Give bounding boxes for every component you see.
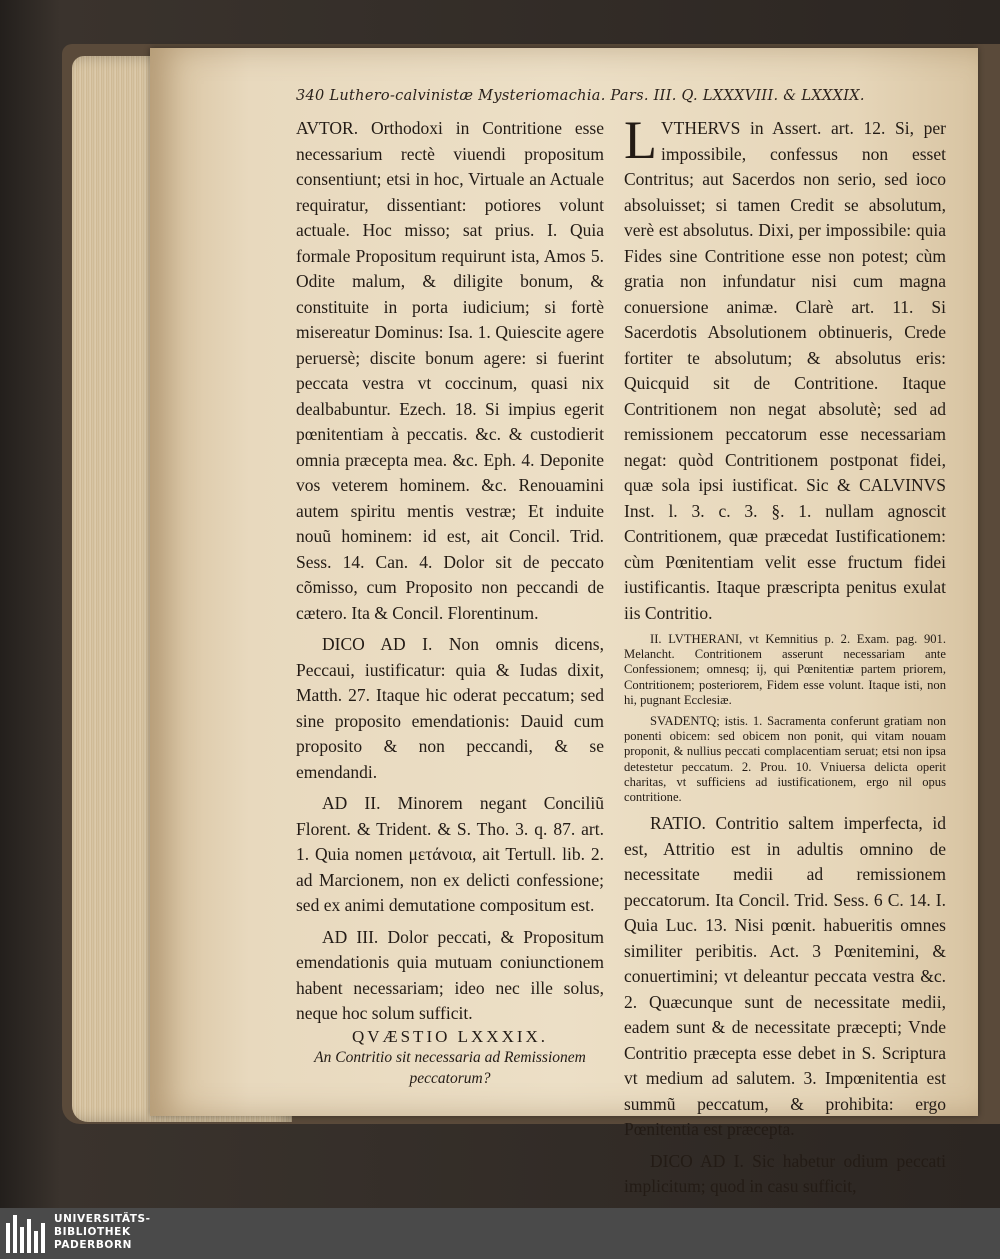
paragraph-lutherus: VTHERVS in Assert. art. 12. Si, per impossibile, confessus non esset Contritus; aut Sacerdos non serio, sed ioco absoluisset; si tamen Credit se absolutum, verè est absolutus. Dixi, per impossibile: quia Fides sine Contritione esse non potest; cùm gratia non infundatur nisi cum magna conuersione animæ. Clarè art. 11. Si Sacerdotis Absolutionem obtinueris, Crede fortiter te absolutum; & absolutus eris: Quicquid sit de Contritione. Itaque Contritionem non negat absolutè; sed ad remissionem peccatorum esse necessariam negat: quòd Contritionem postponat fidei, quæ sola ipsi iustificat. Sic & CALVINVS Inst. l. 3. c. 3. §. 1. nullam agnoscit Contritionem, quæ præcedat Iustificationem: cùm Pœnitentiam velit esse fructum fidei iustificantis. Itaque præscripta penitus exulat iis Contritio. <box>624 118 946 623</box>
paragraph-ad-2: AD II. Minorem negant Conciliũ Florent. & Trident. & S. Tho. 3. q. 87. art. 1. Quia nomen μετάνοια, ait Tertull. lib. 2. ad Marcionem, non ex delicti confessione; sed ex animi demutatione compositum est. <box>296 793 604 915</box>
logo-line-2: BIBLIOTHEK <box>54 1226 131 1238</box>
logo-line-3: PADERBORN <box>54 1239 133 1251</box>
footer-bar <box>0 1208 1000 1259</box>
question-title: QVÆSTIO LXXXIX. <box>351 1026 549 1046</box>
paragraph-autor: AVTOR. Orthodoxi in Contritione esse necessarium rectè viuendi propositum consentiunt; etsi in hoc, Virtuale an Actuale requiratur, dissentiant: potiores volunt actuale. Hoc misso; sat prius. I. Quia formale Propositum requirunt ista, Amos 5. Odite malum, & diligite bonum, & constituite in porta iudicium; si fortè misereatur Dominus: Isa. 1. Quiescite agere peruersè; discite bonum agere: si fuerint peccata vestra vt coccinum, quasi nix dealbabuntur. Ezech. 18. Si impius egerit pœnitentiam à peccatis. &c. & custodierit omnia præcepta mea. &c. Eph. 4. Deponite vos veterem hominem. &c. Renouamini autem spiritu mentis vestræ; Et induite nouũ hominem: id est, ait Concil. Trid. Sess. 14. Can. 4. Dolor sit de peccato cõmisso, cum Proposito non peccandi de cætero. Ita & Concil. Florentinum. <box>296 118 604 623</box>
left-column <box>296 116 604 1089</box>
library-logo-text <box>54 1213 151 1252</box>
question-subtitle: An Contritio sit necessaria ad Remissionem peccatorum? <box>314 1048 586 1087</box>
paragraph-dico-ad-1: DICO AD I. Non omnis dicens, Peccaui, iustificatur: quia & Iudas dixit, Matth. 27. Itaque hic oderat peccatum; sed sine proposito emendationis: Dauid cum proposito & non peccandi, & se emendandi. <box>296 634 604 782</box>
library-logo-icon <box>6 1215 48 1253</box>
note-lutherani: II. LVTHERANI, vt Kemnitius p. 2. Exam. pag. 901. Melancht. Contritionem asserunt necessariam ante Confessionem; omnesq; ij, qui Pœnitentiæ partem priorem, Contritionem; posteriorem, Fidem esse volunt. Itaque isti, non hi, pugnant Ecclesiæ. <box>624 632 946 707</box>
drop-cap: L <box>624 110 657 170</box>
right-column <box>624 110 946 1200</box>
paragraph-ratio: RATIO. Contritio saltem imperfecta, id est, Attritio est in adultis omnino de necessitate medii ad remissionem peccatorum. Ita Concil. Trid. Sess. 6 C. 14. I. Quia Luc. 13. Nisi pœnit. habueritis omnes similiter peribitis. Act. 3 Pœnitemini, & conuertimini; vt deleantur peccata vestra &c. 2. Quæcunque sunt de necessitate medii, eadem sunt & de necessitate præcepti; Vnde Contritio præcepta esse debet in S. Scriptura vt medium ad salutem. 3. Impœnitentia est summũ peccatum, & prohibita: ergo Pœnitentia est præcepta. <box>624 813 946 1140</box>
logo-line-1: UNIVERSITÄTS- <box>54 1213 151 1225</box>
note-suadentq: SVADENTQ; istis. 1. Sacramenta conferunt gratiam non ponenti obicem: sed obicem non ponit, qui vitam nouam proponit, & nullius peccati complacentiam seruat; etsi non ipsa detestetur peccatum. 2. Prou. 10. Vniuersa delicta operit charitas, vt sufficiens ad iustificationem, ergo nil opus contritione. <box>624 714 946 805</box>
paragraph-dico-ad-1-right: DICO AD I. Sic habetur odium peccati implicitum; quod in casu sufficit, <box>624 1150 946 1197</box>
running-head: 340 Luthero-calvinistæ Mysteriomachia. Pars. III. Q. LXXXVIII. & LXXXIX. <box>296 88 865 104</box>
paragraph-ad-3: AD III. Dolor peccati, & Propositum emendationis quia mutuam coniunctionem habent necessariam; ideo nec ille solus, neque hoc solum sufficit. <box>296 926 604 1023</box>
